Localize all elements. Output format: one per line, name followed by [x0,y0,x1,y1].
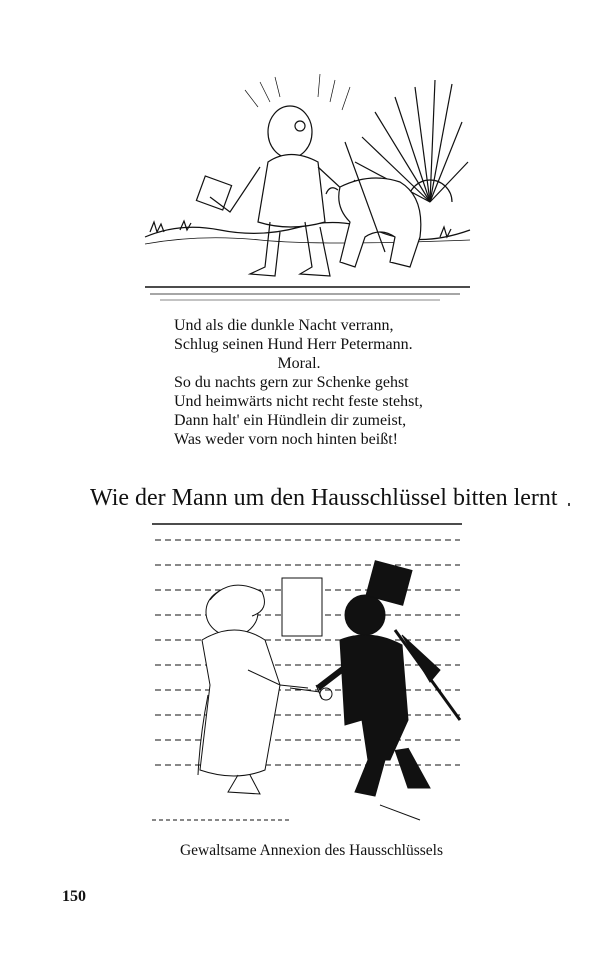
moral-label: Moral. [277,355,321,372]
moral-line: Und heimwärts nicht recht feste stehst, [174,393,423,410]
verse-line: Und als die dunkle Nacht verrann, [174,317,394,334]
page-number: 150 [62,888,86,905]
poem-verse [174,316,474,449]
moral-line: Dann halt' ein Hündlein dir zumeist, [174,412,407,429]
section-heading: Wie der Mann um den Hausschlüssel bitten lernt [90,485,558,511]
moral-line: Was weder vorn noch hinten beißt! [174,431,398,448]
couple-fighting-over-key-illustration [140,520,470,838]
print-speck [568,503,570,506]
illustration-caption: Gewaltsame Annexion des Hausschlüssels [179,842,444,859]
man-beating-dog-illustration [140,62,475,307]
moral-line: So du nachts gern zur Schenke gehst [174,374,409,391]
verse-line: Schlug seinen Hund Herr Petermann. [174,336,413,353]
